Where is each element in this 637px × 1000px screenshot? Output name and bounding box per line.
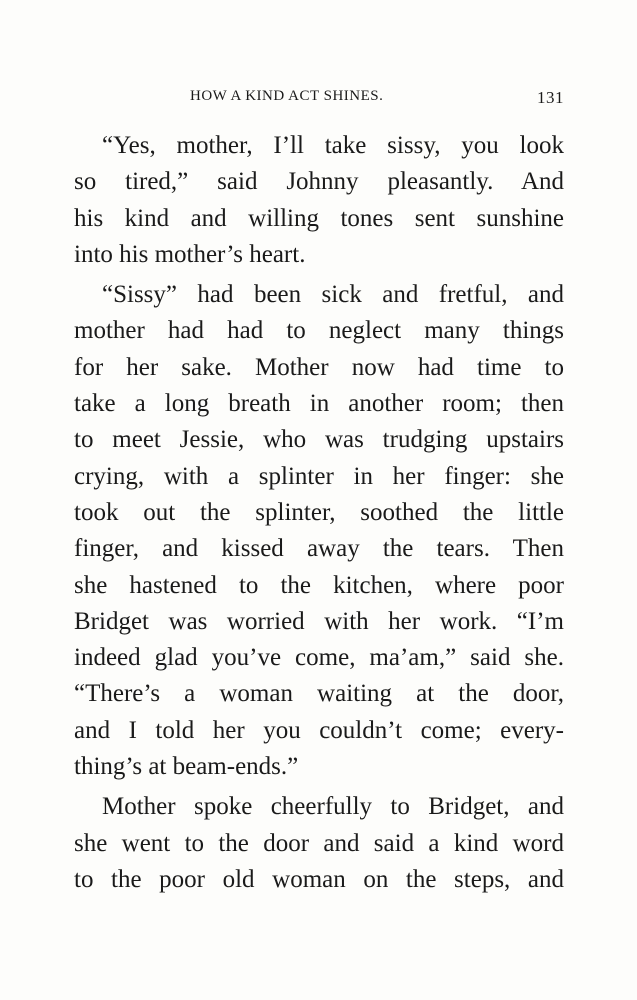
text-line: she hastened to the kitchen, where poor xyxy=(74,571,564,599)
text-line: “There’s a woman waiting at the door, xyxy=(74,680,564,708)
text-line: took out the splinter, soothed the little xyxy=(74,498,564,526)
page-number: 131 xyxy=(537,88,564,107)
running-title: HOW A KIND ACT SHINES. xyxy=(190,88,384,104)
text-line: “Sissy” had been sick and fretful, and xyxy=(102,281,564,309)
text-line: indeed glad you’ve come, ma’am,” said she. xyxy=(74,644,564,672)
page-header xyxy=(74,88,564,114)
text-line: finger, and kissed away the tears. Then xyxy=(74,535,564,563)
text-line: and I told her you couldn’t come; every- xyxy=(74,716,564,744)
text-line: Mother spoke cheerfully to Bridget, and xyxy=(102,793,564,821)
text-line: his kind and willing tones sent sunshine xyxy=(74,204,564,232)
paragraph xyxy=(74,277,564,785)
paragraph xyxy=(74,789,564,898)
text-line: Bridget was worried with her work. “I’m xyxy=(74,607,564,635)
text-line: “Yes, mother, I’ll take sissy, you look xyxy=(102,132,564,159)
text-line: thing’s at beam-ends.” xyxy=(74,753,299,781)
text-line: mother had had to neglect many things xyxy=(74,317,564,345)
text-line: take a long breath in another room; then xyxy=(74,390,564,418)
text-line: crying, with a splinter in her finger: she xyxy=(74,462,564,490)
text-line: so tired,” said Johnny pleasantly. And xyxy=(74,168,564,196)
text-line: into his mother’s heart. xyxy=(74,240,306,268)
text-line: to meet Jessie, who was trudging upstairs xyxy=(74,426,564,454)
text-line: to the poor old woman on the steps, and xyxy=(74,865,564,893)
text-line: for her sake. Mother now had time to xyxy=(74,353,564,381)
text-line: she went to the door and said a kind word xyxy=(74,829,564,857)
body-text xyxy=(74,128,564,898)
paragraph xyxy=(74,128,564,273)
